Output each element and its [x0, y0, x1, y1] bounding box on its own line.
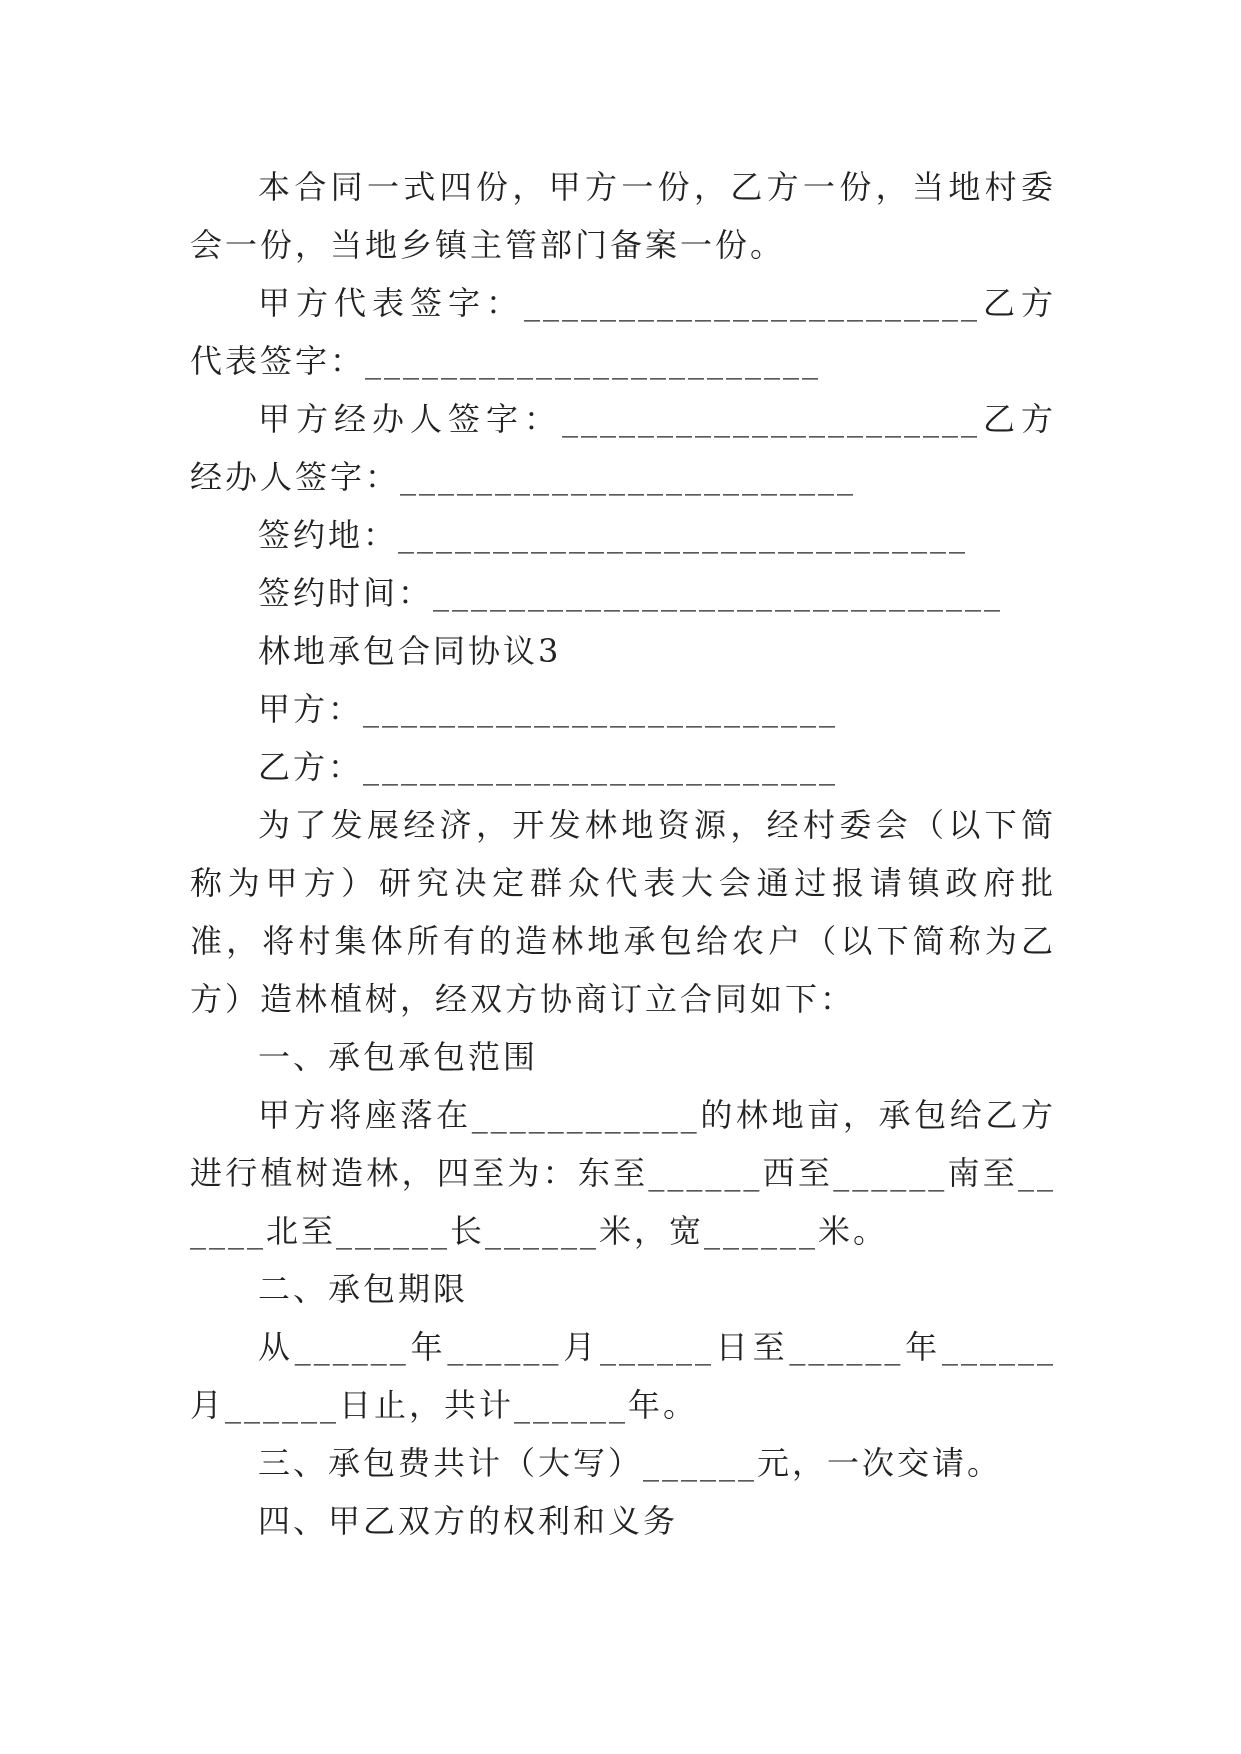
paragraph-term: 从______年______月______日至______年______月______日止，共计______年。 [190, 1328, 1056, 1424]
paragraph-signing-place: 签约地：______________________________ [258, 516, 969, 554]
paragraph-party-a: 甲方：_________________________ [258, 690, 839, 728]
paragraph-copies: 本合同一式四份，甲方一份，乙方一份，当地村委会一份，当地乡镇主管部门备案一份。 [190, 168, 1056, 264]
paragraph-party-b: 乙方：_________________________ [258, 748, 839, 786]
document-body [190, 158, 1056, 1550]
heading-scope: 一、承包承包范围 [258, 1038, 539, 1076]
paragraph-handler-signatures: 甲方经办人签字：______________________乙方经办人签字：________________________ [190, 400, 1056, 496]
paragraph-representative-signatures: 甲方代表签字：________________________乙方代表签字：________________________ [190, 284, 1056, 380]
section-title-agreement-3: 林地承包合同协议3 [258, 632, 562, 670]
heading-term: 二、承包期限 [258, 1270, 469, 1308]
paragraph-signing-time: 签约时间：______________________________ [258, 574, 1004, 612]
paragraph-preamble: 为了发展经济，开发林地资源，经村委会（以下简称为甲方）研究决定群众代表大会通过报请镇政府批准，将村集体所有的造林地承包给农户（以下简称为乙方）造林植树，经双方协商订立合同如下： [190, 806, 1056, 1018]
paragraph-fee: 三、承包费共计（大写）______元，一次交请。 [258, 1444, 1003, 1482]
heading-rights-obligations: 四、甲乙双方的权利和义务 [258, 1502, 679, 1540]
paragraph-scope: 甲方将座落在____________的林地亩，承包给乙方进行植树造林，四至为：东至______西至______南至______北至______长______米，宽______米。 [190, 1096, 1056, 1250]
